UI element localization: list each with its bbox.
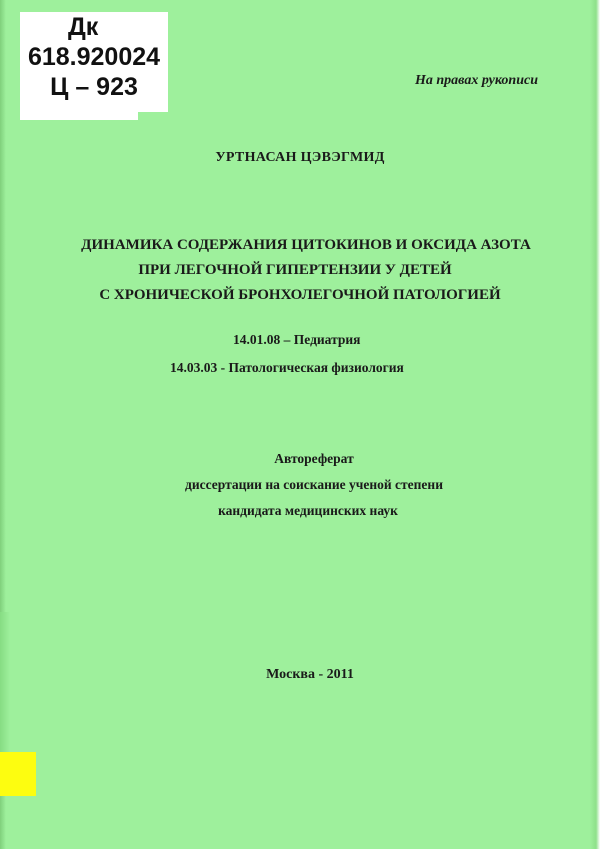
catalog-label-tail bbox=[20, 112, 138, 120]
catalog-label-line-3: Ц – 923 bbox=[50, 73, 138, 101]
abstract-line-2: диссертации на соискание ученой степени bbox=[185, 477, 443, 492]
abstract-line-1: Автореферат bbox=[274, 451, 354, 466]
city-year: Москва - 2011 bbox=[266, 667, 354, 682]
specialty-code-1: 14.01.08 – Педиатрия bbox=[233, 332, 361, 347]
specialty-code-2: 14.03.03 - Патологическая физиология bbox=[170, 360, 404, 375]
scan-edge-right bbox=[590, 0, 600, 849]
abstract-line-3: кандидата медицинских наук bbox=[218, 503, 398, 518]
library-catalog-label bbox=[20, 12, 168, 112]
author-name: УРТНАСАН ЦЭВЭГМИД bbox=[215, 150, 385, 165]
binding-shadow bbox=[0, 612, 10, 752]
abstract-description bbox=[0, 446, 600, 524]
catalog-label-line-1: Дк bbox=[68, 13, 99, 41]
library-yellow-tag bbox=[0, 752, 36, 796]
dissertation-title bbox=[0, 233, 600, 308]
catalog-label-line-2: 618.920024 bbox=[27, 43, 161, 71]
title-line-1: ДИНАМИКА СОДЕРЖАНИЯ ЦИТОКИНОВ И ОКСИДА АЗОТА bbox=[81, 237, 531, 253]
title-line-2: ПРИ ЛЕГОЧНОЙ ГИПЕРТЕНЗИИ У ДЕТЕЙ bbox=[138, 262, 452, 278]
rights-note: На правах рукописи bbox=[415, 73, 538, 88]
title-line-3: С ХРОНИЧЕСКОЙ БРОНХОЛЕГОЧНОЙ ПАТОЛОГИЕЙ bbox=[99, 287, 501, 303]
